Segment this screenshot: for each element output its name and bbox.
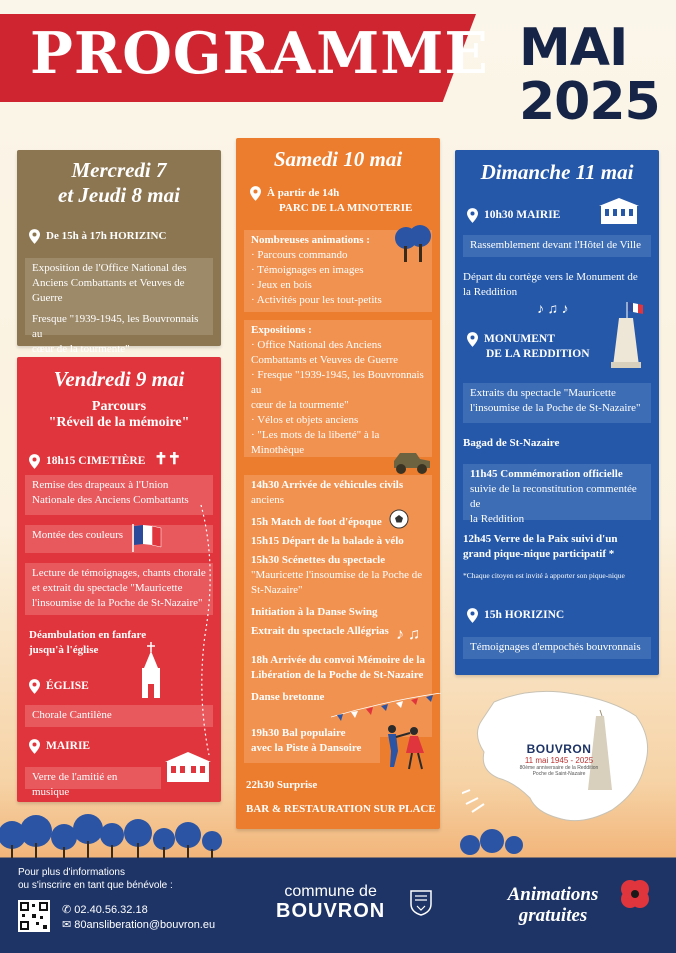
location-text: 10h30 MAIRIE xyxy=(484,209,561,222)
event-text: 15h Match de foot d'époque xyxy=(251,516,382,528)
location-row xyxy=(467,608,564,623)
commune-label: commune de xyxy=(284,883,377,900)
location-text: 18h15 CIMETIÈRE xyxy=(46,455,146,467)
dancers-icon xyxy=(376,723,432,775)
music-notes-icon: ♪ ♫ xyxy=(396,626,420,643)
list-item: · Témoignages en images xyxy=(251,264,364,276)
event-block xyxy=(25,767,161,798)
subtitle-line1: Parcours xyxy=(91,399,147,414)
event-text: 15h30 Scénettes du spectacle xyxy=(251,554,386,566)
location-pin-icon xyxy=(29,739,40,754)
location-text: De 15h à 17h HORIZINC xyxy=(46,230,167,243)
town-hall-icon xyxy=(597,196,641,226)
event-text: 14h30 Arrivée de véhicules civils xyxy=(251,479,404,491)
info-line: Pour plus d'informations xyxy=(18,867,125,878)
subtitle xyxy=(17,399,221,431)
event-block xyxy=(29,628,146,658)
list-item: · Fresque "1939-1945, les Bouvronnais au xyxy=(251,369,424,396)
event-text: 12h45 Verre de la Paix suivi d'un xyxy=(463,533,618,545)
trees-decoration xyxy=(0,805,676,865)
church-icon xyxy=(134,642,168,700)
location-text: PARC DE LA MINOTERIE xyxy=(279,202,413,214)
day-title-line1: Mercredi 7 xyxy=(71,158,167,182)
event-text: 11h45 Commémoration officielle xyxy=(470,468,623,480)
location-pin-icon xyxy=(29,679,40,694)
location-text: À partir de 14h xyxy=(267,187,340,199)
phone-icon: ✆ xyxy=(62,904,72,916)
subtitle-line2: "Réveil de la mémoire" xyxy=(48,415,190,430)
event-text: grand pique-nique participatif * xyxy=(463,548,615,560)
free-line: gratuites xyxy=(518,905,588,926)
location-pin-icon xyxy=(250,186,261,201)
location-row xyxy=(29,679,89,694)
list-item: cœur de la tourmente" xyxy=(251,399,349,411)
event-text: Verre de l'amitié en musique xyxy=(32,771,118,798)
logo-text xyxy=(509,742,609,777)
location-text: ÉGLISE xyxy=(46,680,89,693)
list-item: · Vélos et objets anciens xyxy=(251,414,359,426)
qr-code-icon[interactable] xyxy=(18,900,50,932)
phone-number: 02.40.56.32.18 xyxy=(74,904,148,916)
list-item: · Activités pour les tout-petits xyxy=(251,294,382,306)
football-icon xyxy=(388,508,410,530)
mail-icon: ✉ xyxy=(62,919,72,931)
location-pin-icon xyxy=(467,208,478,223)
day-title-line2: et Jeudi 8 mai xyxy=(58,183,180,207)
monument-icon xyxy=(605,300,645,370)
section-heading: Expositions : xyxy=(251,324,312,336)
date-month: MAI xyxy=(519,18,628,78)
event-block xyxy=(463,270,638,300)
event-text: Anciens Combattants et Veuves de Guerre xyxy=(32,277,185,304)
day-title: Samedi 10 mai xyxy=(273,147,403,171)
location-row xyxy=(467,208,560,223)
event-text: Bagad de St-Nazaire xyxy=(463,437,560,449)
panel-saturday xyxy=(236,138,440,829)
day-title: Dimanche 11 mai xyxy=(480,160,634,184)
vintage-car-icon xyxy=(390,449,432,475)
evening-block xyxy=(244,723,380,763)
list-item: Combattants et Veuves de Guerre xyxy=(251,354,399,366)
music-notes-icon: ♪ ♫ ♪ xyxy=(537,302,569,317)
panel-friday xyxy=(17,357,221,802)
logo-subtitle: 80ème anniversaire de la Reddition xyxy=(519,765,599,771)
location-text: MONUMENT xyxy=(484,333,555,345)
event-text: Nationale des Anciens Combattants xyxy=(32,494,189,506)
location-pin-icon xyxy=(29,454,40,469)
event-text: Fresque "1939-1945, les Bouvronnais au xyxy=(32,313,199,340)
event-block xyxy=(463,532,625,583)
event-text: jusqu'à l'église xyxy=(29,644,99,656)
commune-name: BOUVRON xyxy=(276,900,386,922)
page-title: PROGRAMME xyxy=(30,20,489,87)
location-row xyxy=(29,229,166,244)
event-text: Montée des couleurs xyxy=(32,529,124,541)
cross-icon: ✝✝ xyxy=(154,451,182,468)
event-text: avec la Piste à Dansoire xyxy=(251,742,362,754)
event-text: cœur de la tourmente" xyxy=(32,343,130,355)
location-text: 15h HORIZINC xyxy=(484,609,565,622)
event-text: et extrait du spectacle "Mauricette xyxy=(32,582,183,594)
panel-wednesday-thursday xyxy=(17,150,221,355)
section-heading: Nombreuses animations : xyxy=(251,234,370,246)
commune-logo xyxy=(276,883,385,922)
event-block xyxy=(25,563,213,615)
event-block xyxy=(25,258,213,355)
event-text: la Reddition xyxy=(470,513,525,525)
event-block xyxy=(463,464,651,525)
event-text: 19h30 Bal populaire xyxy=(251,727,346,739)
logo-name: BOUVRON xyxy=(526,742,592,756)
location-text: DE LA REDDITION xyxy=(486,348,590,360)
location-text: MAIRIE xyxy=(46,740,91,753)
location-pin-icon xyxy=(467,332,478,347)
location-row xyxy=(29,452,181,469)
free-line: Animations xyxy=(507,884,599,905)
bunting-icon xyxy=(331,693,441,723)
location-pin-icon xyxy=(467,608,478,623)
panel-sunday xyxy=(455,150,659,675)
list-item: · "Les mots de la liberté" à la xyxy=(251,429,380,441)
event-text: l'insoumise de la Poche de St-Nazaire" xyxy=(470,402,641,414)
logo-dates: 11 mai 1945 - 2025 xyxy=(524,756,594,765)
email-address: 80ansliberation@bouvron.eu xyxy=(74,919,216,931)
event-text: 22h30 Surprise xyxy=(246,779,318,791)
list-item: · Office National des Anciens xyxy=(251,339,382,351)
poppy-icon xyxy=(618,877,652,911)
exhibitions-block xyxy=(244,320,432,457)
event-text: Exposition de l'Office National des xyxy=(32,262,187,274)
event-text: suivie de la reconstitution commentée de xyxy=(470,483,637,510)
date-year: 2025 xyxy=(519,72,660,132)
event-block xyxy=(463,383,651,423)
email-row[interactable] xyxy=(62,918,215,931)
free-animations-label xyxy=(494,884,612,926)
note-text: *Chaque citoyen est invité à apporter son pique-nique xyxy=(463,571,625,580)
route-dotted-line xyxy=(195,475,219,775)
french-flag-icon xyxy=(131,522,165,552)
event-text: anciens xyxy=(251,494,284,506)
info-line: ou s'inscrire en tant que bénévole : xyxy=(18,880,173,891)
event-text: Extrait du spectacle Allégrias xyxy=(251,625,389,637)
list-item: Minothèque xyxy=(251,444,305,456)
event-text: Témoignages d'empochés bouvronnais xyxy=(470,641,641,653)
location-row xyxy=(467,332,590,362)
event-block xyxy=(25,525,213,553)
location-row xyxy=(250,186,412,216)
event-text: Initiation à la Danse Swing xyxy=(251,606,378,618)
phone-row[interactable] xyxy=(62,903,148,916)
list-item: · Parcours commando xyxy=(251,249,348,261)
event-text: 15h15 Départ de la balade à vélo xyxy=(251,535,404,547)
day-title: Vendredi 9 mai xyxy=(53,367,185,391)
event-text: "Mauricette l'insoumise de la Poche de xyxy=(251,569,423,581)
event-block xyxy=(25,475,213,515)
footer-info xyxy=(18,866,173,892)
trees-icon xyxy=(392,224,434,264)
location-row xyxy=(29,739,90,754)
event-text: la Reddition xyxy=(463,286,518,298)
event-text: BAR & RESTAURATION SUR PLACE xyxy=(246,803,436,815)
event-text: Départ du cortège vers le Monument de xyxy=(463,271,638,283)
coat-of-arms-icon xyxy=(410,890,432,916)
event-text: Lecture de témoignages, chants chorale xyxy=(32,567,206,579)
event-text: St-Nazaire" xyxy=(251,584,303,596)
event-text: l'insoumise de la Poche de St-Nazaire" xyxy=(32,597,203,609)
day-title xyxy=(17,158,221,208)
logo-subtitle: Poche de Saint-Nazaire xyxy=(532,771,586,777)
event-text: Libération de la Poche de St-Nazaire xyxy=(251,669,424,681)
event-block xyxy=(463,235,651,257)
location-pin-icon xyxy=(29,229,40,244)
event-text: Remise des drapeaux à l'Union xyxy=(32,479,169,491)
event-block xyxy=(463,637,651,659)
event-text: Extraits du spectacle "Mauricette xyxy=(470,387,616,399)
event-text: Rassemblement devant l'Hôtel de Ville xyxy=(470,239,641,251)
list-item: · Jeux en bois xyxy=(251,279,312,291)
event-text: Chorale Cantilène xyxy=(32,709,112,721)
event-block xyxy=(25,705,213,727)
event-text: Déambulation en fanfare xyxy=(29,629,147,641)
event-text: Danse bretonne xyxy=(251,691,325,703)
event-text: 18h Arrivée du convoi Mémoire de la xyxy=(251,654,425,666)
